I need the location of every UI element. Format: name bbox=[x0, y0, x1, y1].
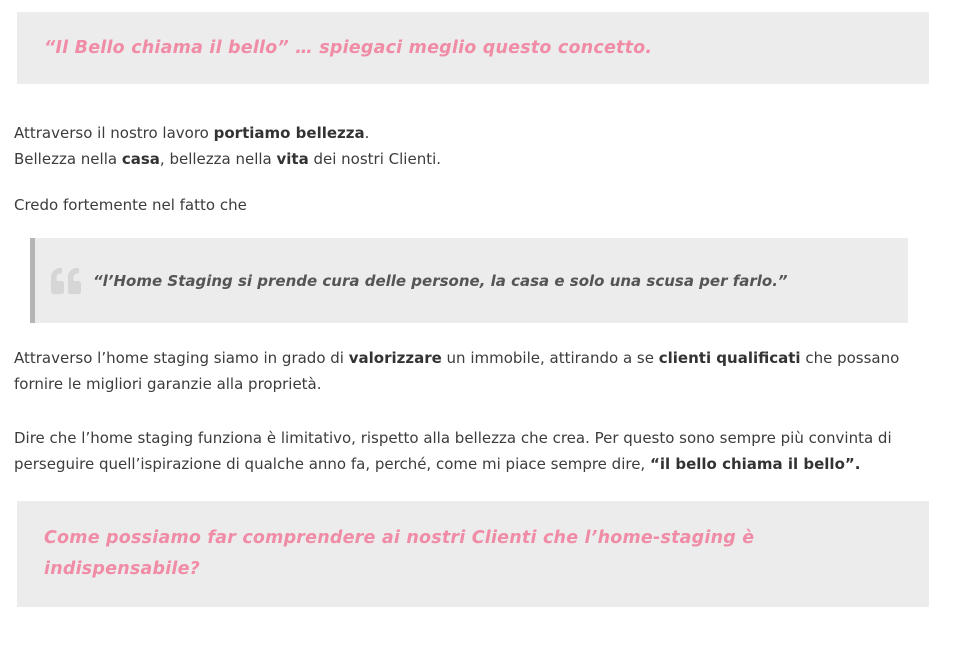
paragraph-valorizzare: Attraverso l’home staging siamo in grado di valorizzare un immobile, attirando a se clienti qualificati che possano fornire le migliori garanzie alla proprietà. bbox=[14, 349, 900, 393]
paragraph-bellezza: Attraverso il nostro lavoro portiamo bellezza. Bellezza nella casa, bellezza nella vita dei nostri Clienti. bbox=[14, 124, 442, 168]
article-page bbox=[0, 12, 956, 670]
interview-question-banner-bottom bbox=[17, 501, 929, 607]
interview-question-banner-top bbox=[17, 12, 929, 84]
question-bottom-text: Come possiamo far comprendere ai nostri Clienti che l’home-staging è indispensabile? bbox=[44, 528, 755, 579]
paragraph-credo: Credo fortemente nel fatto che bbox=[14, 196, 247, 214]
pull-quote-text: “l’Home Staging si prende cura delle persone, la casa e solo una scusa per farlo.” bbox=[93, 271, 788, 290]
question-top-text: “Il Bello chiama il bello” … spiegaci meglio questo concetto. bbox=[44, 37, 653, 58]
quote-left-icon bbox=[51, 266, 81, 296]
paragraph-bello-chiama: Dire che l’home staging funziona è limitativo, rispetto alla bellezza che crea. Per questo sono sempre più convinta di perseguire quell’ispirazione di qualche anno fa, perché, come mi piace sempre dire, “il bello chiama il bello”. bbox=[14, 429, 892, 473]
pull-quote bbox=[30, 238, 908, 323]
